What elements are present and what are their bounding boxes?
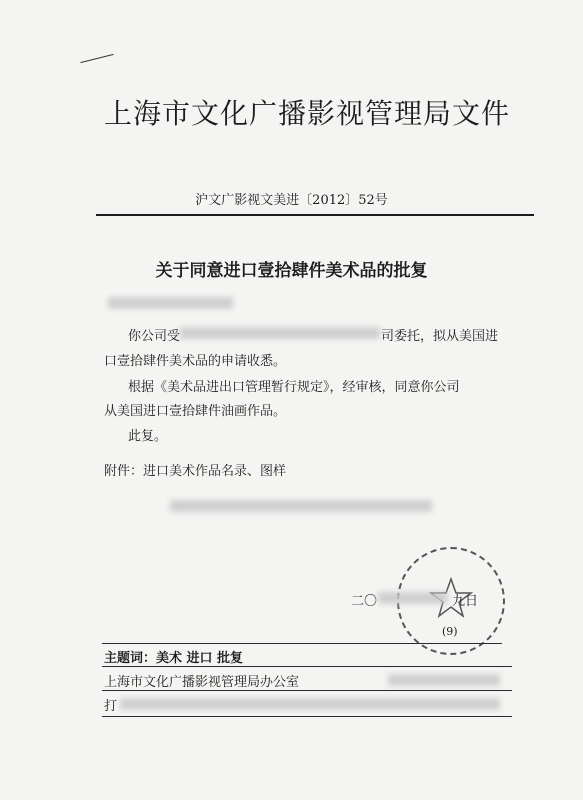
header-divider [96, 214, 534, 216]
footer-rule-mid [102, 666, 512, 667]
redacted-date [378, 592, 448, 604]
redacted-recipient [108, 297, 233, 309]
body-line3: 根据《美术品进出口管理暂行规定》，经审核，同意你公司 [128, 380, 460, 395]
body-line4: 从美国进口壹拾肆件油画作品。 [104, 404, 287, 419]
seal-number: (9) [442, 625, 458, 638]
body-line1-start: 你公司受 [128, 329, 181, 344]
issuing-office: 上海市文化广播影视管理局办公室 [104, 675, 300, 690]
document-org-title: 上海市文化广播影视管理局文件 [104, 97, 511, 130]
body-line2: 口壹拾肆件美术品的申请收悉。 [104, 354, 287, 369]
body-line1-end: 司委托，拟从美国进 [381, 329, 499, 344]
print-line-prefix: 打 [104, 699, 118, 714]
keywords-line: 主题词：美术 进口 批复 [104, 651, 244, 666]
redacted-print-line [120, 698, 500, 710]
document-subject: 关于同意进口壹拾肆件美术品的批复 [155, 261, 428, 281]
body-line5: 此复。 [128, 429, 168, 444]
redacted-signature [170, 500, 432, 512]
footer-rule-top [102, 643, 502, 644]
redacted-company [180, 327, 380, 339]
date-end: 九日 [452, 594, 479, 609]
document-number: 沪文广影视文美进〔2012〕52号 [195, 193, 388, 208]
redacted-office-date [388, 674, 500, 686]
date-start: 二〇 [351, 594, 378, 609]
footer-rule-low [102, 690, 512, 691]
pen-mark [80, 54, 113, 63]
attachment-line: 附件：进口美术作品名录、图样 [104, 464, 287, 479]
footer-rule-bottom [102, 716, 512, 717]
